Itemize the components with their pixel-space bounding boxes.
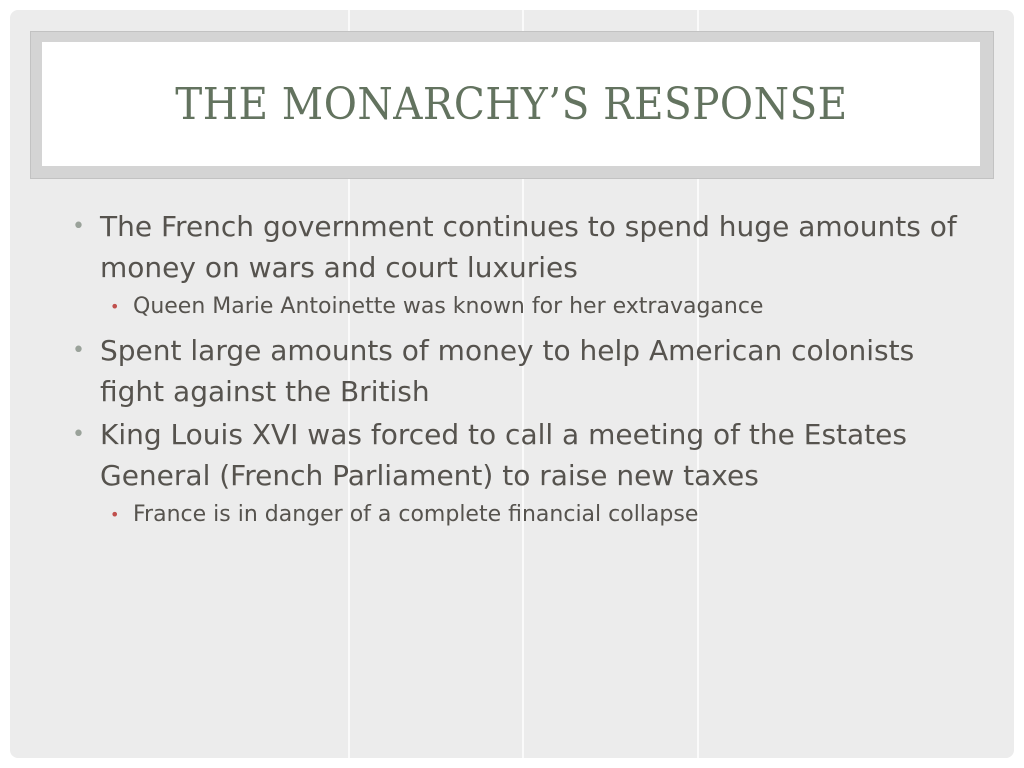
sub-bullet-text: France is in danger of a complete financial collapse (133, 502, 699, 527)
sub-bullet-dot-icon: • (110, 297, 120, 316)
bullet-text: Spent large amounts of money to help American colonists fight against the British (100, 334, 915, 408)
bullet-text: King Louis XVI was forced to call a meeting of the Estates General (French Parliament) to raise new taxes (100, 418, 907, 492)
bullet-item (70, 414, 980, 496)
sub-bullet-text: Queen Marie Antoinette was known for her extravagance (133, 294, 764, 319)
bullet-dot-icon: • (72, 422, 85, 447)
bullet-dot-icon: • (72, 338, 85, 363)
slide-content (70, 206, 980, 538)
bullet-text: The French government continues to spend huge amounts of money on wars and court luxuries (100, 210, 957, 284)
slide-background (10, 10, 1014, 758)
title-box (42, 42, 980, 166)
bullet-item (70, 330, 980, 412)
sub-bullet-item (70, 498, 980, 532)
bullet-item (70, 206, 980, 288)
sub-bullet-dot-icon: • (110, 505, 120, 524)
slide-title: THE MONARCHY’S RESPONSE (174, 78, 848, 130)
bullet-dot-icon: • (72, 214, 85, 239)
sub-bullet-item (70, 290, 980, 324)
